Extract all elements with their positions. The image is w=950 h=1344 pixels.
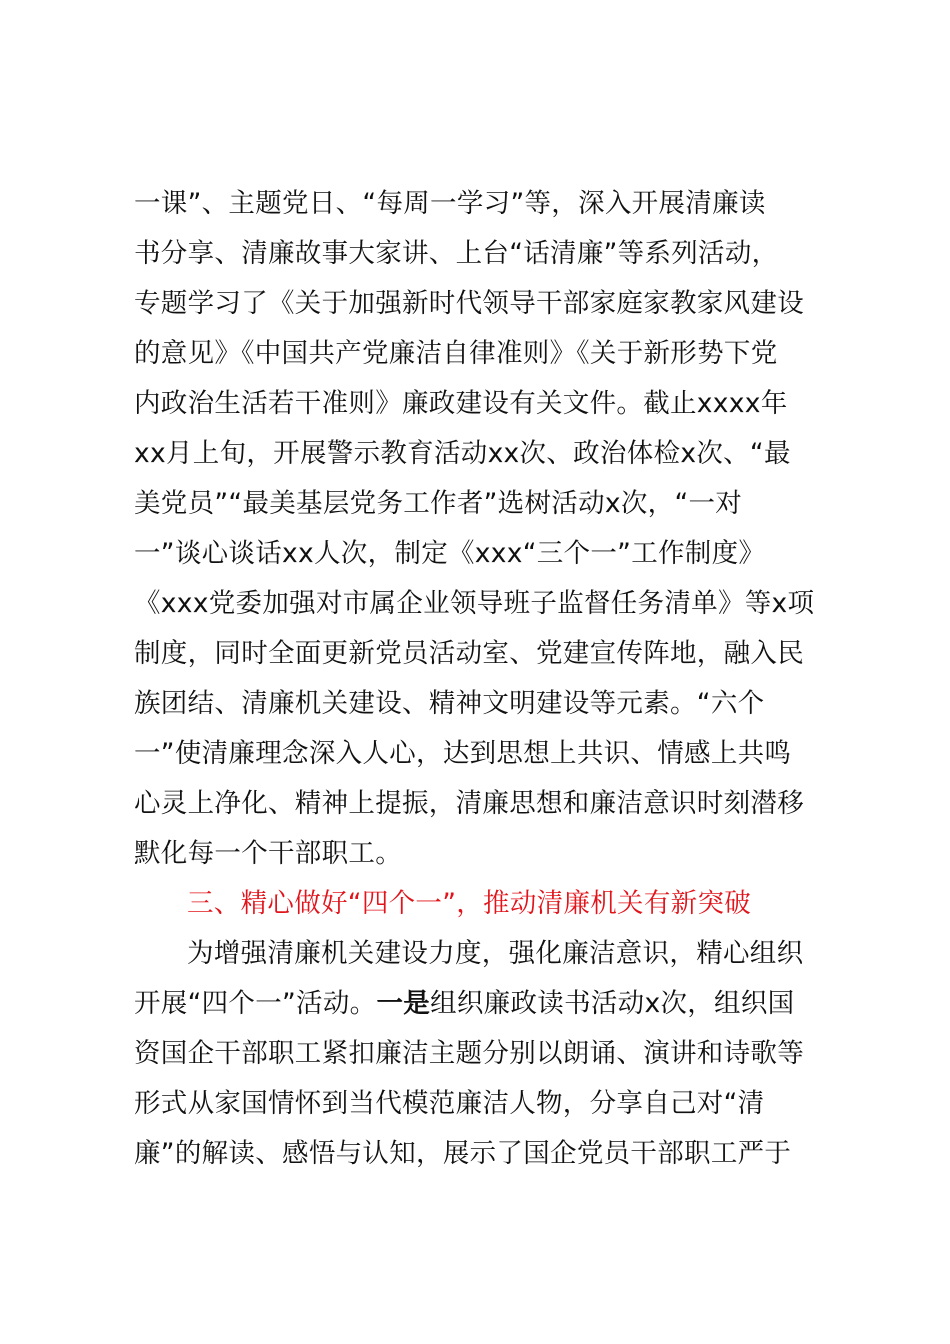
body-text-line: 廉”的解读、感悟与认知，展示了国企党员干部职工严于 [134,1138,792,1169]
body-text-line: 一”使清廉理念深入人心，达到思想上共识、情感上共鸣 [134,738,792,769]
body-text-line: xx月上旬，开展警示教育活动xx次、政治体检x次、“最 [134,438,791,469]
body-text-line: 制度，同时全面更新党员活动室、党建宣传阵地，融入民 [134,638,804,669]
body-text-line: 资国企干部职工紧扣廉洁主题分别以朗诵、演讲和诗歌等 [134,1038,804,1069]
body-text-line: 形式从家国情怀到当代模范廉洁人物，分享自己对“清 [134,1088,765,1119]
body-text-line: 族团结、清廉机关建设、精神文明建设等元素。“六个 [134,688,765,719]
body-text-line: 书分享、清廉故事大家讲、上台“话清廉”等系列活动， [134,238,779,269]
body-text-line: 《xxx党委加强对市属企业领导班子监督任务清单》等x项 [134,588,815,619]
body-text-line: 美党员”“最美基层党务工作者”选树活动x次，“一对 [134,488,743,519]
body-text-line: 的意见》《中国共产党廉洁自律准则》《关于新形势下党 [134,338,778,369]
emphasis-text: 一是 [376,988,431,1019]
body-text-span: 组织廉政读书活动x次，组织国 [430,988,795,1019]
body-text-line: 内政治生活若干准则》廉政建设有关文件。截止xxxx年 [134,388,788,419]
section-heading: 三、精心做好“四个一”，推动清廉机关有新突破 [187,888,752,919]
body-text-line: 默化每一个干部职工。 [134,838,402,869]
body-text-line: 为增强清廉机关建设力度，强化廉洁意识，精心组织 [187,938,804,969]
body-text-line: 专题学习了《关于加强新时代领导干部家庭家教家风建设 [134,288,804,319]
body-text-line [134,982,854,1026]
body-text-line: 心灵上净化、精神上提振，清廉思想和廉洁意识时刻潜移 [134,788,804,819]
body-text-line: 一课”、主题党日、“每周一学习”等，深入开展清廉读 [134,188,766,219]
body-text-line: 一”谈心谈话xx人次，制定《xxx“三个一”工作制度》 [134,538,766,569]
body-text-span: 开展“四个一”活动。 [134,988,377,1019]
